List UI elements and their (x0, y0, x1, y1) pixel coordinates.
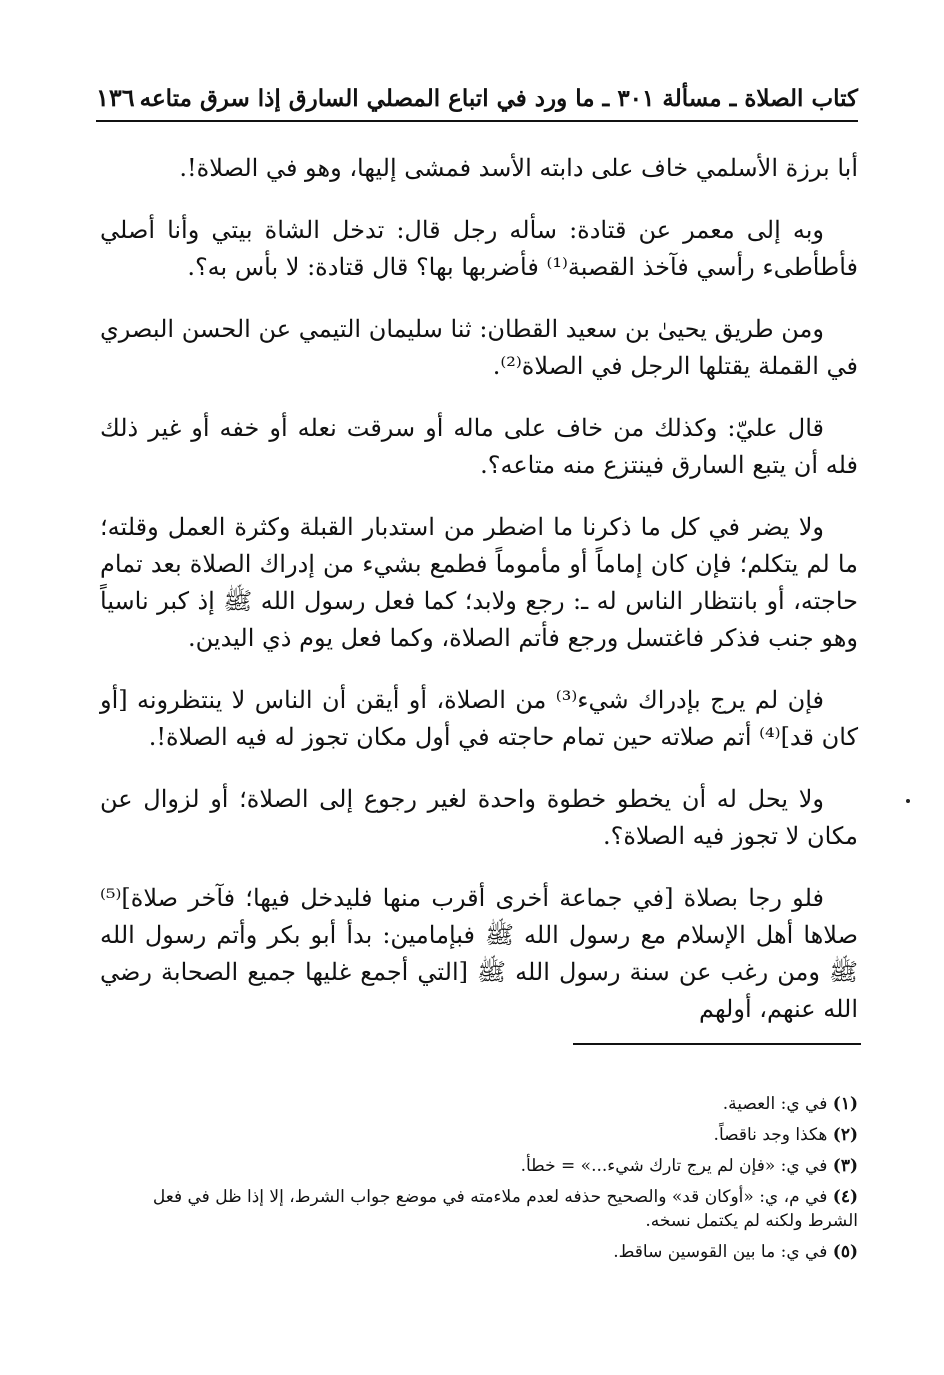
header-title: كتاب الصلاة ـ مسألة ٣٠١ ـ ما ورد في اتباع المصلي السارق إذا سرق متاعه (139, 85, 858, 112)
paragraph-4: قال عليّ: وكذلك من خاف على ماله أو سرقت نعله أو خفه أو غير ذلك فله أن يتبع السارق فينتزع منه متاعه؟. (100, 414, 858, 479)
running-header (96, 76, 858, 122)
footnote-number: (٢) (832, 1125, 858, 1145)
footnote-text: في ي: «فإن لم يرج تارك شيء...» = خطأ. (520, 1156, 828, 1176)
margin-mark (906, 799, 910, 803)
footnote (100, 1123, 858, 1147)
footnote-number: (١) (832, 1094, 858, 1114)
footnote-text: في م، ي: «أوكان قد» والصحيح حذفه لعدم ملاءمته في موضع جواب الشرط، إلا إذا ظل في فعل الشرط ولكنه لم يكتمل نسخه. (152, 1187, 858, 1231)
footnote-text: في ي: ما بين القوسين ساقط. (613, 1242, 828, 1262)
footnotes (100, 1092, 858, 1271)
paragraph-8: فلو رجا بصلاة [في جماعة أخرى أقرب منها فليدخل فيها؛ فآخر صلاة]⁽⁵⁾ صلاها أهل الإسلام مع رسول الله ﷺ فبإمامين: بدأ أبو بكر وأتم رسول الله ﷺ ومن رغب عن سنة رسول الله ﷺ [التي أجمع غليها جميع الصحابة رضي الله عنهم، أولهم (100, 884, 858, 1023)
footnote-number: (٥) (832, 1242, 858, 1262)
footnote (100, 1154, 858, 1178)
footnote (100, 1240, 858, 1264)
footnote-number: (٤) (832, 1187, 858, 1207)
main-text (100, 150, 858, 1053)
paragraph-1: أبا برزة الأسلمي خاف على دابته الأسد فمشى إليها، وهو في الصلاة!. (179, 154, 858, 182)
page-number: ١٣٦ (96, 83, 135, 112)
paragraph-3: ومن طريق يحيىٰ بن سعيد القطان: ثنا سليمان التيمي عن الحسن البصري في القملة يقتلها الرجل في الصلاة⁽²⁾. (100, 315, 858, 380)
paragraph-2: وبه إلى معمر عن قتادة: سأله رجل قال: تدخل الشاة بيتي وأنا أصلي فأطأطىء رأسي فآخذ القصبة⁽¹⁾ فأضربها بها؟ قال قتادة: لا بأس به؟. (100, 216, 858, 281)
footnote-text: هكذا وجد ناقصاً. (713, 1125, 828, 1145)
footnote-text: في ي: العصية. (722, 1094, 828, 1114)
paragraph-7: ولا يحل له أن يخطو خطوة واحدة لغير رجوع إلى الصلاة؛ أو لزوال عن مكان لا تجوز فيه الصلاة؟. (100, 785, 858, 850)
footnote (100, 1092, 858, 1116)
footnote-number: (٣) (832, 1156, 858, 1176)
footnote (100, 1185, 858, 1233)
footnote-divider (573, 1043, 861, 1045)
paragraph-5: ولا يضر في كل ما ذكرنا ما اضطر من استدبار القبلة وكثرة العمل وقلته؛ ما لم يتكلم؛ فإن كان إماماً أو مأموماً فطمع بشيء من إدراك الصلاة بعد تمام حاجته، أو بانتظار الناس له ـ: رجع ولابد؛ كما فعل رسول الله ﷺ إذ كبر ناسياً وهو جنب فذكر فاغتسل ورجع فأتم الصلاة، وكما فعل يوم ذي اليدين. (100, 513, 858, 652)
paragraph-6: فإن لم يرج بإدراك شيء⁽³⁾ من الصلاة، أو أيقن أن الناس لا ينتظرونه [أو كان قد]⁽⁴⁾ أتم صلاته حين تمام حاجته في أول مكان تجوز له فيه الصلاة!. (100, 686, 858, 751)
